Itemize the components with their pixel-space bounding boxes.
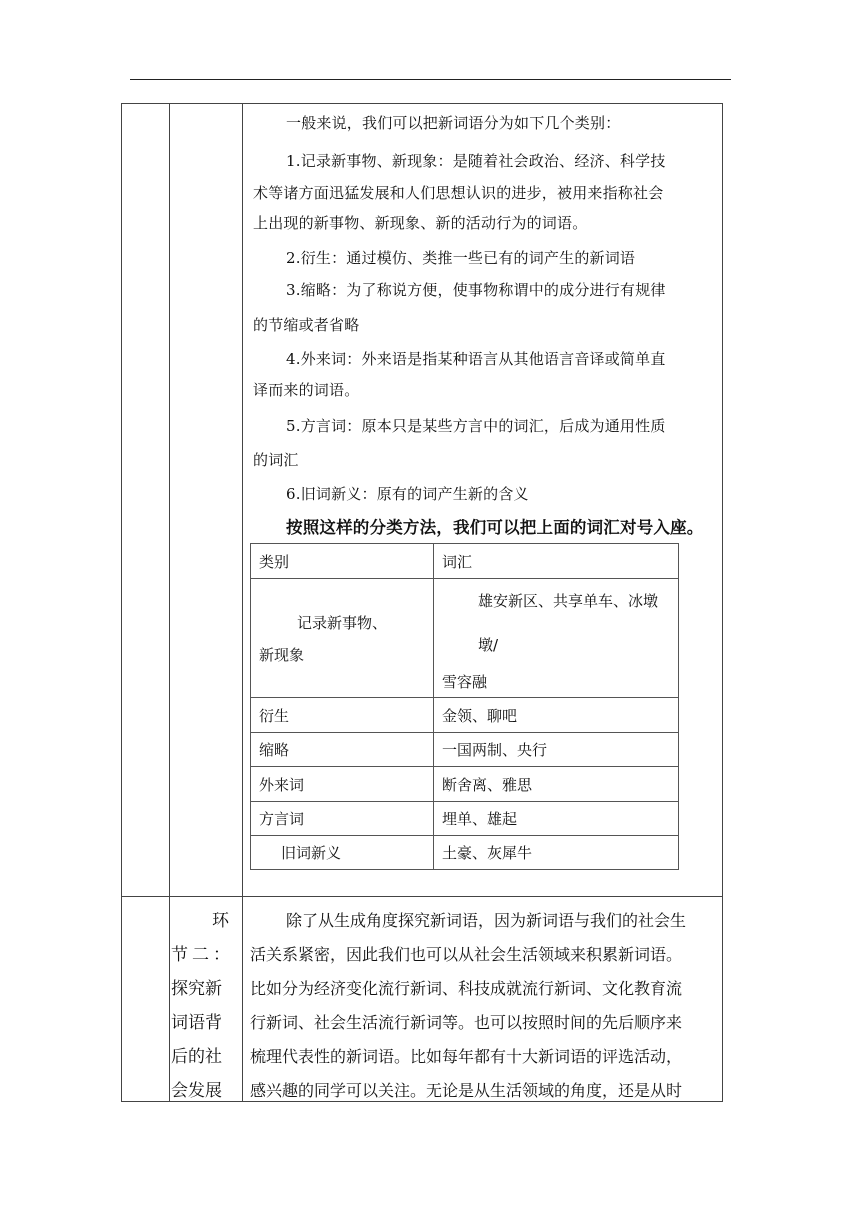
category-3-line1: 3.缩略：为了称说方便，使事物称谓中的成分进行有规律 [286,281,666,299]
row-category: 缩略 [251,733,434,767]
category-5-line2: 的词汇 [253,451,299,469]
row-words: 一国两制、央行 [434,733,679,767]
column-divider-2 [242,103,243,1102]
classification-table [250,543,679,870]
row-words: 埋单、雄起 [434,802,679,836]
section2-label-line: 后的社 [171,1047,222,1067]
row-category-line2: 新现象 [259,646,305,664]
table-row [251,836,679,870]
table-row [251,802,679,836]
category-1-line1: 1.记录新事物、新现象：是随着社会政治、经济、科学技 [286,152,666,170]
table-row [251,579,679,698]
section2-line: 行新词、社会生活流行新词等。也可以按照时间的先后顺序来 [250,1013,683,1032]
row-words: 金领、聊吧 [434,698,679,733]
row-category [251,579,434,698]
category-6-line1: 6.旧词新义：原有的词产生新的含义 [286,485,529,503]
column-divider-1 [169,103,170,1102]
category-3-line2: 的节缩或者省略 [253,316,360,334]
section2-label-line: 环 [212,911,229,931]
category-1-line2: 术等诸方面迅猛发展和人们思想认识的进步，被用来指称社会 [253,184,664,202]
row-words: 断舍离、雅思 [434,767,679,802]
section2-line: 感兴趣的同学可以关注。无论是从生活领域的角度，还是从时 [250,1081,683,1100]
category-4-line1: 4.外来词：外来语是指某种语言从其他语言音译或简单直 [286,350,666,368]
bold-instruction: 按照这样的分类方法，我们可以把上面的词汇对号入座。 [286,518,704,537]
intro-text: 一般来说，我们可以把新词语分为如下几个类别： [286,114,621,132]
category-1-line3: 上出现的新事物、新现象、新的活动行为的词语。 [253,214,588,232]
row-category: 衍生 [251,698,434,733]
header-words: 词汇 [434,544,679,579]
row-words-line2: 雪容融 [442,673,488,691]
section2-label-line: 节二： [171,945,234,965]
section2-label-line: 探究新 [171,979,222,999]
section2-label [171,904,237,1108]
table-row [251,698,679,733]
header-category: 类别 [251,544,434,579]
table-header-row [251,544,679,579]
section2-line: 除了从生成角度探究新词语，因为新词语与我们的社会生 [286,911,687,930]
row-category: 旧词新义 [251,836,434,870]
table-row [251,733,679,767]
section2-line: 活关系紧密，因此我们也可以从社会生活领域来积累新词语。 [250,945,683,964]
row-words-line1: 雄安新区、共享单车、冰墩墩/ [478,592,659,654]
row-words: 土豪、灰犀牛 [434,836,679,870]
section2-label-line: 词语背 [171,1013,222,1033]
category-2-line1: 2.衍生：通过模仿、类推一些已有的词产生的新词语 [286,249,636,267]
table-row [251,767,679,802]
row-category: 方言词 [251,802,434,836]
section2-label-line: 会发展 [171,1081,222,1101]
row-divider [121,896,723,897]
category-4-line2: 译而来的词语。 [253,381,360,399]
row-category: 外来词 [251,767,434,802]
row-category-line1: 记录新事物、 [297,614,388,632]
row-words [434,579,679,698]
header-rule [130,79,731,80]
category-5-line1: 5.方言词：原本只是某些方言中的词汇，后成为通用性质 [286,417,666,435]
section2-body [250,904,718,1108]
section2-line: 梳理代表性的新词语。比如每年都有十大新词语的评选活动， [250,1047,683,1066]
section2-line: 比如分为经济变化流行新词、科技成就流行新词、文化教育流 [250,979,683,998]
